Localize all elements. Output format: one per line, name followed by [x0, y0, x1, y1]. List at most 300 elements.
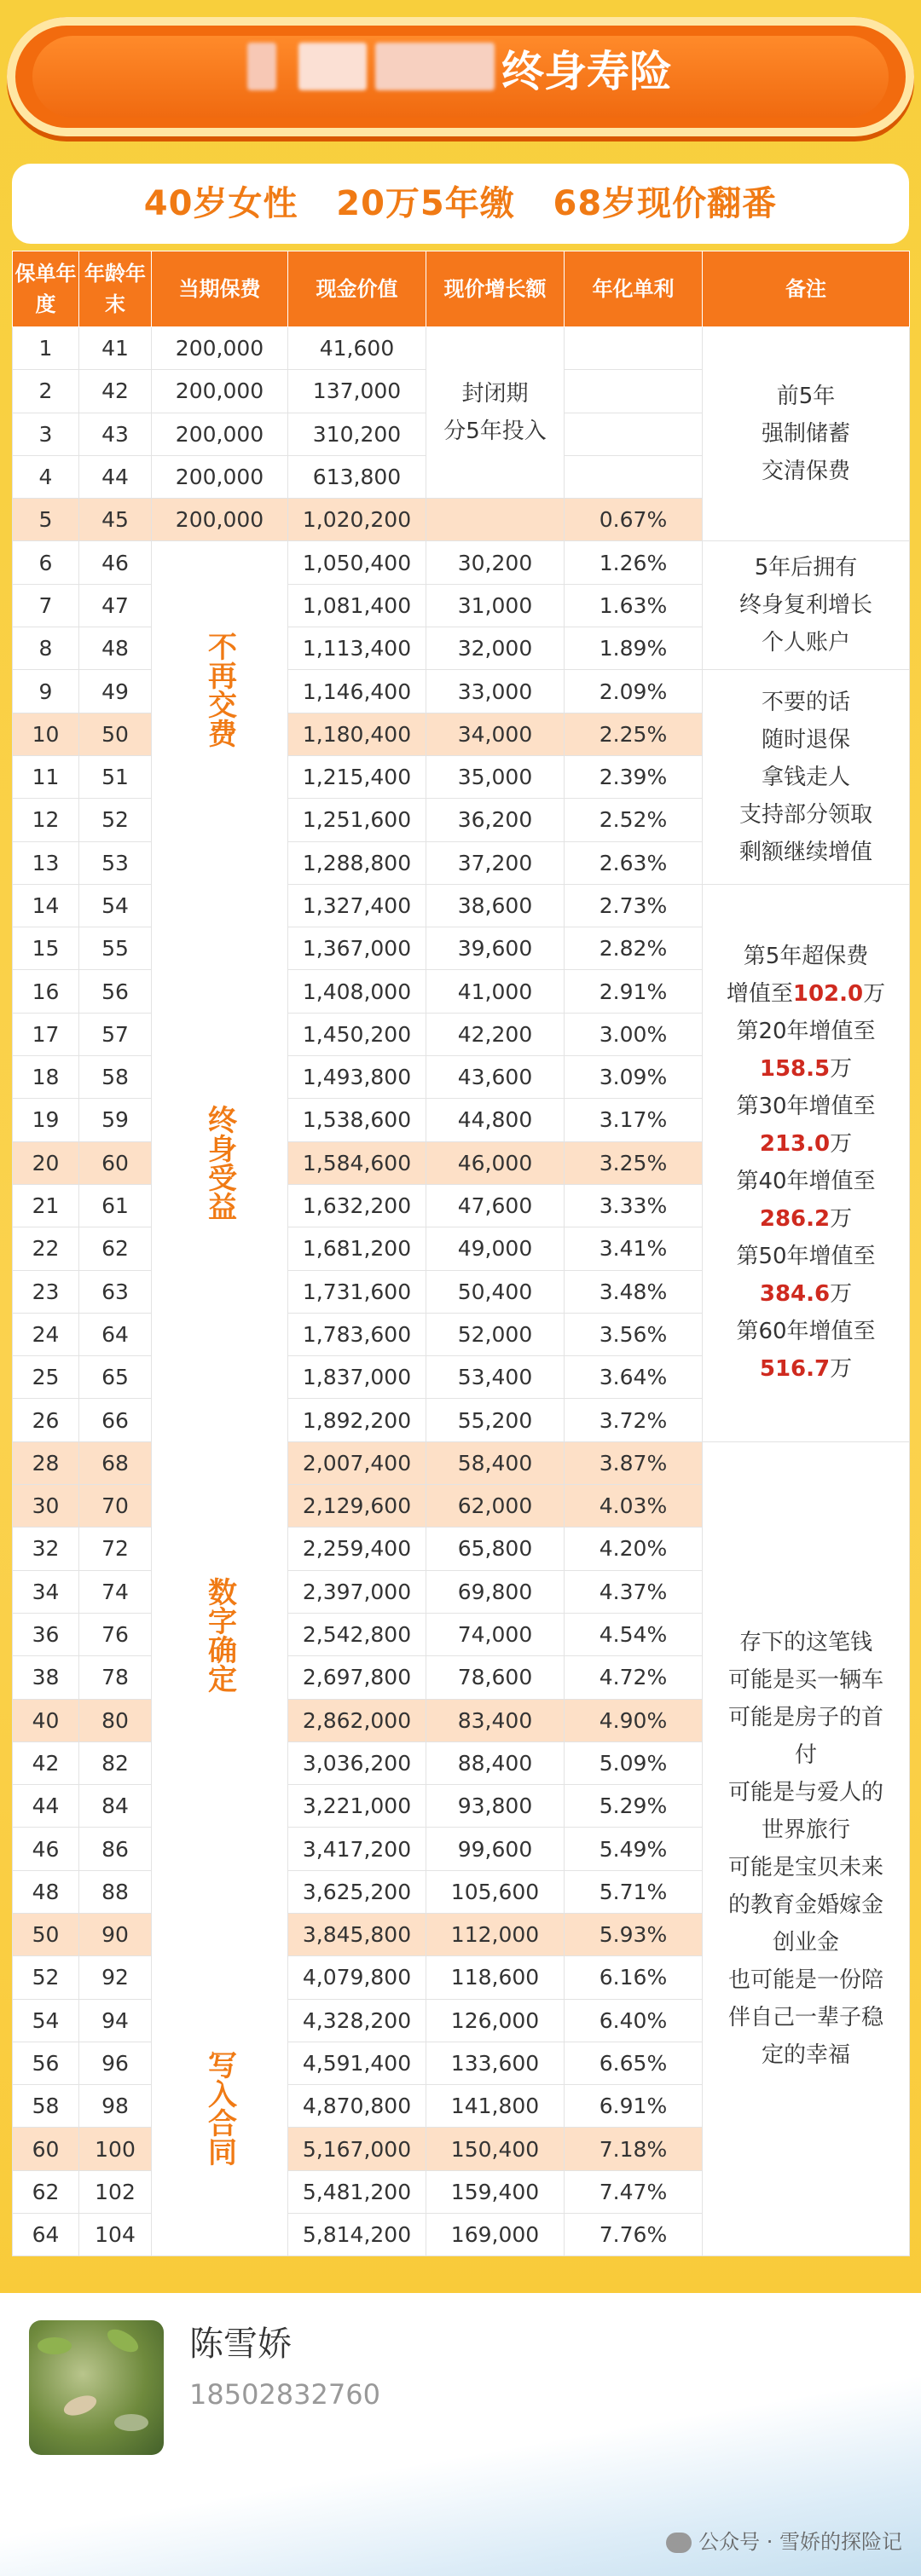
cell-rate: 2.63%: [565, 841, 703, 884]
cell-age: 60: [79, 1141, 152, 1184]
cell-age: 57: [79, 1013, 152, 1055]
cell-year: 15: [13, 927, 79, 970]
cell-year: 25: [13, 1356, 79, 1399]
cell-growth: 41,000: [426, 970, 565, 1013]
cell-rate: 5.29%: [565, 1785, 703, 1828]
cell-growth: 30,200: [426, 541, 565, 584]
cell-rate: 3.56%: [565, 1313, 703, 1355]
note-line: 世界旅行: [761, 1817, 850, 1844]
note-unit: 万: [863, 981, 886, 1008]
leaf-shape: [38, 2337, 72, 2354]
cell-year: 2: [13, 370, 79, 413]
cell-rate: 3.00%: [565, 1013, 703, 1055]
cell-age: 49: [79, 670, 152, 713]
cell-cash-value: 1,367,000: [288, 927, 426, 970]
cell-cash-value: 1,215,400: [288, 755, 426, 798]
cell-age: 58: [79, 1056, 152, 1099]
cell-age: 104: [79, 2214, 152, 2256]
cell-growth: [426, 499, 565, 541]
note-amount: 213.0: [759, 1131, 831, 1158]
cell-cash-value: 2,259,400: [288, 1528, 426, 1570]
cell-year: 58: [13, 2085, 79, 2128]
note-line: [703, 1275, 909, 1313]
cell-cash-value: 1,113,400: [288, 627, 426, 670]
cell-year: 56: [13, 2042, 79, 2084]
vertical-label: 数字确定: [202, 1577, 237, 1694]
note-line: 付: [794, 1742, 817, 1769]
cell-cash-value: 2,007,400: [288, 1441, 426, 1484]
footer-source[interactable]: [666, 2525, 902, 2555]
cell-cash-value: 1,450,200: [288, 1013, 426, 1055]
cell-premium: 200,000: [152, 413, 288, 455]
cell-cash-value: 4,328,200: [288, 1999, 426, 2042]
cell-rate: 7.47%: [565, 2170, 703, 2213]
cell-rate: 4.72%: [565, 1656, 703, 1699]
note-line: [703, 1125, 909, 1163]
leaf-shape: [61, 2392, 99, 2419]
cell-age: 76: [79, 1613, 152, 1655]
note-line: [703, 1350, 909, 1388]
leaf-shape: [104, 2325, 142, 2356]
cell-rate: 4.90%: [565, 1699, 703, 1741]
cell-year: 24: [13, 1313, 79, 1355]
cell-year: 20: [13, 1141, 79, 1184]
vertical-label: 不再交费: [202, 631, 237, 748]
cell-age: 94: [79, 1999, 152, 2042]
cell-cash-value: 1,493,800: [288, 1056, 426, 1099]
cell-cash-value: 4,079,800: [288, 1956, 426, 1999]
cell-growth: 33,000: [426, 670, 565, 713]
cell-growth: 118,600: [426, 1956, 565, 1999]
cell-growth: 169,000: [426, 2214, 565, 2256]
note-unit: 万: [830, 1281, 853, 1308]
cell-growth: 150,400: [426, 2128, 565, 2170]
note-line: 交清保费: [761, 459, 850, 485]
cell-cash-value: 2,542,800: [288, 1613, 426, 1655]
cell-age: 46: [79, 541, 152, 584]
note-line: 可能是宝贝未来: [727, 1855, 883, 1881]
closed-period-line: 封闭期: [461, 381, 529, 407]
cell-cash-value: 2,862,000: [288, 1699, 426, 1741]
cell-rate: 3.09%: [565, 1056, 703, 1099]
cell-rate: 2.25%: [565, 713, 703, 755]
cell-year: 11: [13, 755, 79, 798]
cell-rate: 2.52%: [565, 799, 703, 841]
cell-age: 47: [79, 584, 152, 627]
redacted-block: [375, 43, 495, 90]
cell-cash-value: 1,050,400: [288, 541, 426, 584]
cell-rate: 7.18%: [565, 2128, 703, 2170]
cell-year: 4: [13, 455, 79, 498]
cell-rate: 3.72%: [565, 1399, 703, 1441]
cell-age: 52: [79, 799, 152, 841]
note-line: [703, 1313, 909, 1350]
cell-cash-value: 4,591,400: [288, 2042, 426, 2084]
cell-cash-value: 3,845,800: [288, 1913, 426, 1955]
table-row: [13, 327, 910, 370]
avatar[interactable]: [29, 2320, 164, 2455]
cell-age: 70: [79, 1485, 152, 1528]
cell-growth: 93,800: [426, 1785, 565, 1828]
note-line: 随时退保: [761, 726, 850, 753]
cell-growth: 50,400: [426, 1270, 565, 1313]
cell-rate: [565, 413, 703, 455]
col-header-growth: 现价增长额: [426, 251, 565, 327]
cell-growth: 58,400: [426, 1441, 565, 1484]
cell-rate: 5.71%: [565, 1870, 703, 1913]
cell-year: 13: [13, 841, 79, 884]
cell-growth: 39,600: [426, 927, 565, 970]
cell-year: 32: [13, 1528, 79, 1570]
note-line: [703, 975, 909, 1013]
cell-rate: 0.67%: [565, 499, 703, 541]
note-line: [703, 1238, 909, 1275]
cell-rate: 3.25%: [565, 1141, 703, 1184]
cell-growth: 42,200: [426, 1013, 565, 1055]
cell-cash-value: 3,221,000: [288, 1785, 426, 1828]
note-line: 伴自己一辈子稳: [727, 2005, 883, 2031]
cell-growth: 35,000: [426, 755, 565, 798]
cell-cash-value: 310,200: [288, 413, 426, 455]
note-line: 也可能是一份陪: [727, 1967, 883, 1994]
cell-age: 41: [79, 327, 152, 370]
cell-cash-value: 3,036,200: [288, 1741, 426, 1784]
cell-growth: 34,000: [426, 713, 565, 755]
cell-growth: 32,000: [426, 627, 565, 670]
subtitle-box: [12, 164, 909, 244]
cell-age: 86: [79, 1828, 152, 1870]
cell-growth: 159,400: [426, 2170, 565, 2213]
cell-year: 64: [13, 2214, 79, 2256]
cell-age: 55: [79, 927, 152, 970]
cell-year: 16: [13, 970, 79, 1013]
cell-year: 22: [13, 1227, 79, 1270]
note-line: 可能是房子的首: [727, 1705, 883, 1731]
note-line: [703, 1013, 909, 1050]
cell-growth: 46,000: [426, 1141, 565, 1184]
vertical-label: 终身受益: [202, 1104, 237, 1221]
cell-cash-value: 5,167,000: [288, 2128, 426, 2170]
cell-age: 102: [79, 2170, 152, 2213]
note-line: 可能是与爱人的: [727, 1780, 883, 1806]
cell-cash-value: 1,584,600: [288, 1141, 426, 1184]
cell-rate: 4.54%: [565, 1613, 703, 1655]
note-line: 存下的这笔钱: [739, 1630, 872, 1656]
cell-year: 52: [13, 1956, 79, 1999]
cell-rate: 3.41%: [565, 1227, 703, 1270]
note-line: 拿钱走人: [761, 764, 850, 790]
policy-table: [12, 251, 910, 2256]
cell-note: [703, 541, 910, 670]
cell-rate: 5.09%: [565, 1741, 703, 1784]
note-line: 不要的话: [761, 689, 850, 715]
cell-age: 51: [79, 755, 152, 798]
col-header-notes: 备注: [703, 251, 910, 327]
cell-cash-value: 1,327,400: [288, 884, 426, 927]
cell-age: 45: [79, 499, 152, 541]
cell-year: 8: [13, 627, 79, 670]
cell-growth: 83,400: [426, 1699, 565, 1741]
cell-growth: 112,000: [426, 1913, 565, 1955]
profile-phone[interactable]: 18502832760: [189, 2378, 380, 2411]
cell-year: 34: [13, 1570, 79, 1613]
vertical-label: 写入合同: [202, 2049, 237, 2166]
cell-rate: 6.16%: [565, 1956, 703, 1999]
cell-age: 96: [79, 2042, 152, 2084]
cell-cash-value: 3,625,200: [288, 1870, 426, 1913]
cell-rate: 2.73%: [565, 884, 703, 927]
note-line: [703, 1163, 909, 1200]
cell-rate: 2.39%: [565, 755, 703, 798]
cell-age: 43: [79, 413, 152, 455]
cell-growth: 88,400: [426, 1741, 565, 1784]
subtitle: 40岁女性 20万5年缴 68岁现价翻番: [143, 184, 778, 223]
leaf-shape: [114, 2414, 148, 2431]
cell-cash-value: 1,892,200: [288, 1399, 426, 1441]
cell-rate: 7.76%: [565, 2214, 703, 2256]
note-text: 第20年增值至: [736, 1019, 876, 1045]
cell-year: 38: [13, 1656, 79, 1699]
note-line: 前5年: [776, 384, 836, 410]
cell-rate: 3.33%: [565, 1184, 703, 1227]
cell-year: 14: [13, 884, 79, 927]
note-line: [703, 1050, 909, 1088]
note-text: 第5年超保费: [743, 944, 869, 970]
note-line: [703, 1088, 909, 1125]
table-row: [13, 1441, 910, 1484]
cell-year: 44: [13, 1785, 79, 1828]
cell-cash-value: 1,081,400: [288, 584, 426, 627]
cell-rate: 2.09%: [565, 670, 703, 713]
note-line: 定的幸福: [761, 2042, 850, 2069]
cell-cash-value: 1,251,600: [288, 799, 426, 841]
redacted-block: [298, 43, 367, 90]
cell-year: 23: [13, 1270, 79, 1313]
cell-age: 65: [79, 1356, 152, 1399]
cell-note: [703, 1441, 910, 2256]
note-line: 个人账户: [761, 630, 850, 656]
cell-growth: 133,600: [426, 2042, 565, 2084]
cell-cash-value: 1,408,000: [288, 970, 426, 1013]
cell-growth: 38,600: [426, 884, 565, 927]
cell-age: 50: [79, 713, 152, 755]
cell-year: 1: [13, 327, 79, 370]
cell-rate: 1.63%: [565, 584, 703, 627]
cell-growth: 74,000: [426, 1613, 565, 1655]
cell-cash-value: 613,800: [288, 455, 426, 498]
note-line: 创业金: [772, 1930, 839, 1956]
cell-year: 28: [13, 1441, 79, 1484]
cell-growth: 55,200: [426, 1399, 565, 1441]
note-unit: 万: [830, 1206, 853, 1233]
col-header-cash-value: 现金价值: [288, 251, 426, 327]
cell-age: 74: [79, 1570, 152, 1613]
cell-rate: 2.91%: [565, 970, 703, 1013]
cell-growth: 65,800: [426, 1528, 565, 1570]
cell-growth: 47,600: [426, 1184, 565, 1227]
cell-rate: 4.03%: [565, 1485, 703, 1528]
note-line: 支持部分领取: [739, 801, 872, 828]
footer-text: 公众号 · 雪娇的探险记: [698, 2530, 902, 2554]
cell-age: 88: [79, 1870, 152, 1913]
cell-rate: 2.82%: [565, 927, 703, 970]
cell-age: 42: [79, 370, 152, 413]
note-line: 可能是买一辆车: [727, 1667, 883, 1694]
note-amount: 384.6: [759, 1281, 831, 1308]
cell-vertical-labels: [152, 541, 288, 2256]
cell-rate: [565, 455, 703, 498]
cell-cash-value: 2,129,600: [288, 1485, 426, 1528]
note-text: 增值至: [726, 981, 793, 1008]
cell-cash-value: 2,697,800: [288, 1656, 426, 1699]
cell-age: 62: [79, 1227, 152, 1270]
cell-year: 18: [13, 1056, 79, 1099]
cell-growth: 69,800: [426, 1570, 565, 1613]
cell-rate: 6.91%: [565, 2085, 703, 2128]
cell-rate: 6.65%: [565, 2042, 703, 2084]
cell-premium: 200,000: [152, 327, 288, 370]
cell-year: 3: [13, 413, 79, 455]
cell-rate: 4.20%: [565, 1528, 703, 1570]
cell-year: 26: [13, 1399, 79, 1441]
cell-growth: 78,600: [426, 1656, 565, 1699]
cell-age: 61: [79, 1184, 152, 1227]
cell-year: 36: [13, 1613, 79, 1655]
cell-cash-value: 1,146,400: [288, 670, 426, 713]
table-row: [13, 670, 910, 713]
cell-cash-value: 1,837,000: [288, 1356, 426, 1399]
cell-age: 53: [79, 841, 152, 884]
note-amount: 286.2: [759, 1206, 831, 1233]
cell-rate: 3.87%: [565, 1441, 703, 1484]
table-row: [13, 541, 910, 584]
cell-cash-value: 1,180,400: [288, 713, 426, 755]
cell-cash-value: 5,814,200: [288, 2214, 426, 2256]
cell-rate: 6.40%: [565, 1999, 703, 2042]
cell-age: 56: [79, 970, 152, 1013]
cell-growth: 99,600: [426, 1828, 565, 1870]
profile-name: 陈雪娇: [189, 2325, 292, 2364]
cell-rate: 5.49%: [565, 1828, 703, 1870]
col-header-year: 保单年度: [13, 251, 79, 327]
cell-rate: 3.48%: [565, 1270, 703, 1313]
cell-cash-value: 41,600: [288, 327, 426, 370]
note-amount: 158.5: [759, 1056, 831, 1083]
cell-year: 54: [13, 1999, 79, 2042]
cell-age: 78: [79, 1656, 152, 1699]
cell-year: 7: [13, 584, 79, 627]
note-line: 终身复利增长: [739, 592, 872, 619]
vertical-label-stack: [152, 598, 287, 2200]
cell-cash-value: 4,870,800: [288, 2085, 426, 2128]
cell-cash-value: 1,020,200: [288, 499, 426, 541]
cell-growth: 44,800: [426, 1099, 565, 1141]
cell-year: 50: [13, 1913, 79, 1955]
cell-age: 63: [79, 1270, 152, 1313]
cell-cash-value: 1,538,600: [288, 1099, 426, 1141]
cell-rate: 1.26%: [565, 541, 703, 584]
note-line: 的教育金婚嫁金: [727, 1892, 883, 1919]
cell-growth: 31,000: [426, 584, 565, 627]
cell-year: 5: [13, 499, 79, 541]
cell-age: 82: [79, 1741, 152, 1784]
cell-closed-period: [426, 327, 565, 499]
cell-year: 48: [13, 1870, 79, 1913]
cell-premium: 200,000: [152, 499, 288, 541]
cell-year: 9: [13, 670, 79, 713]
table-row: [13, 884, 910, 927]
cell-growth: 36,200: [426, 799, 565, 841]
cell-rate: 1.89%: [565, 627, 703, 670]
note-amount: 516.7: [759, 1356, 831, 1383]
cell-age: 68: [79, 1441, 152, 1484]
cell-age: 54: [79, 884, 152, 927]
wechat-icon: [666, 2533, 692, 2553]
cell-growth: 126,000: [426, 1999, 565, 2042]
cell-growth: 49,000: [426, 1227, 565, 1270]
cell-growth: 53,400: [426, 1356, 565, 1399]
cell-growth: 141,800: [426, 2085, 565, 2128]
note-line: 5年后拥有: [754, 555, 858, 581]
cell-year: 60: [13, 2128, 79, 2170]
cell-rate: 3.17%: [565, 1099, 703, 1141]
cell-cash-value: 1,632,200: [288, 1184, 426, 1227]
cell-year: 46: [13, 1828, 79, 1870]
cell-age: 92: [79, 1956, 152, 1999]
cell-rate: 3.64%: [565, 1356, 703, 1399]
cell-cash-value: 1,731,600: [288, 1270, 426, 1313]
note-amount: 102.0: [792, 981, 864, 1008]
cell-rate: [565, 370, 703, 413]
table-header: [13, 251, 910, 327]
col-header-age: 年龄年末: [79, 251, 152, 327]
cell-rate: [565, 327, 703, 370]
cell-note: [703, 670, 910, 884]
cell-growth: 37,200: [426, 841, 565, 884]
note-text: 第40年增值至: [736, 1169, 876, 1195]
note-line: 强制储蓄: [761, 421, 850, 448]
note-text: 第50年增值至: [736, 1244, 876, 1270]
page-title: 终身寿险: [501, 47, 672, 96]
col-header-rate: 年化单利: [565, 251, 703, 327]
cell-cash-value: 1,288,800: [288, 841, 426, 884]
cell-age: 98: [79, 2085, 152, 2128]
cell-age: 48: [79, 627, 152, 670]
cell-growth: 105,600: [426, 1870, 565, 1913]
cell-year: 40: [13, 1699, 79, 1741]
cell-age: 66: [79, 1399, 152, 1441]
cell-year: 6: [13, 541, 79, 584]
cell-year: 42: [13, 1741, 79, 1784]
cell-year: 30: [13, 1485, 79, 1528]
cell-year: 19: [13, 1099, 79, 1141]
cell-age: 72: [79, 1528, 152, 1570]
cell-age: 80: [79, 1699, 152, 1741]
cell-growth: 52,000: [426, 1313, 565, 1355]
note-line: [703, 938, 909, 975]
cell-year: 10: [13, 713, 79, 755]
cell-year: 17: [13, 1013, 79, 1055]
note-text: 第30年增值至: [736, 1094, 876, 1120]
cell-rate: 5.93%: [565, 1913, 703, 1955]
cell-age: 64: [79, 1313, 152, 1355]
cell-age: 84: [79, 1785, 152, 1828]
cell-note: [703, 327, 910, 541]
cell-year: 21: [13, 1184, 79, 1227]
cell-age: 90: [79, 1913, 152, 1955]
cell-cash-value: 3,417,200: [288, 1828, 426, 1870]
note-line: [703, 1200, 909, 1238]
